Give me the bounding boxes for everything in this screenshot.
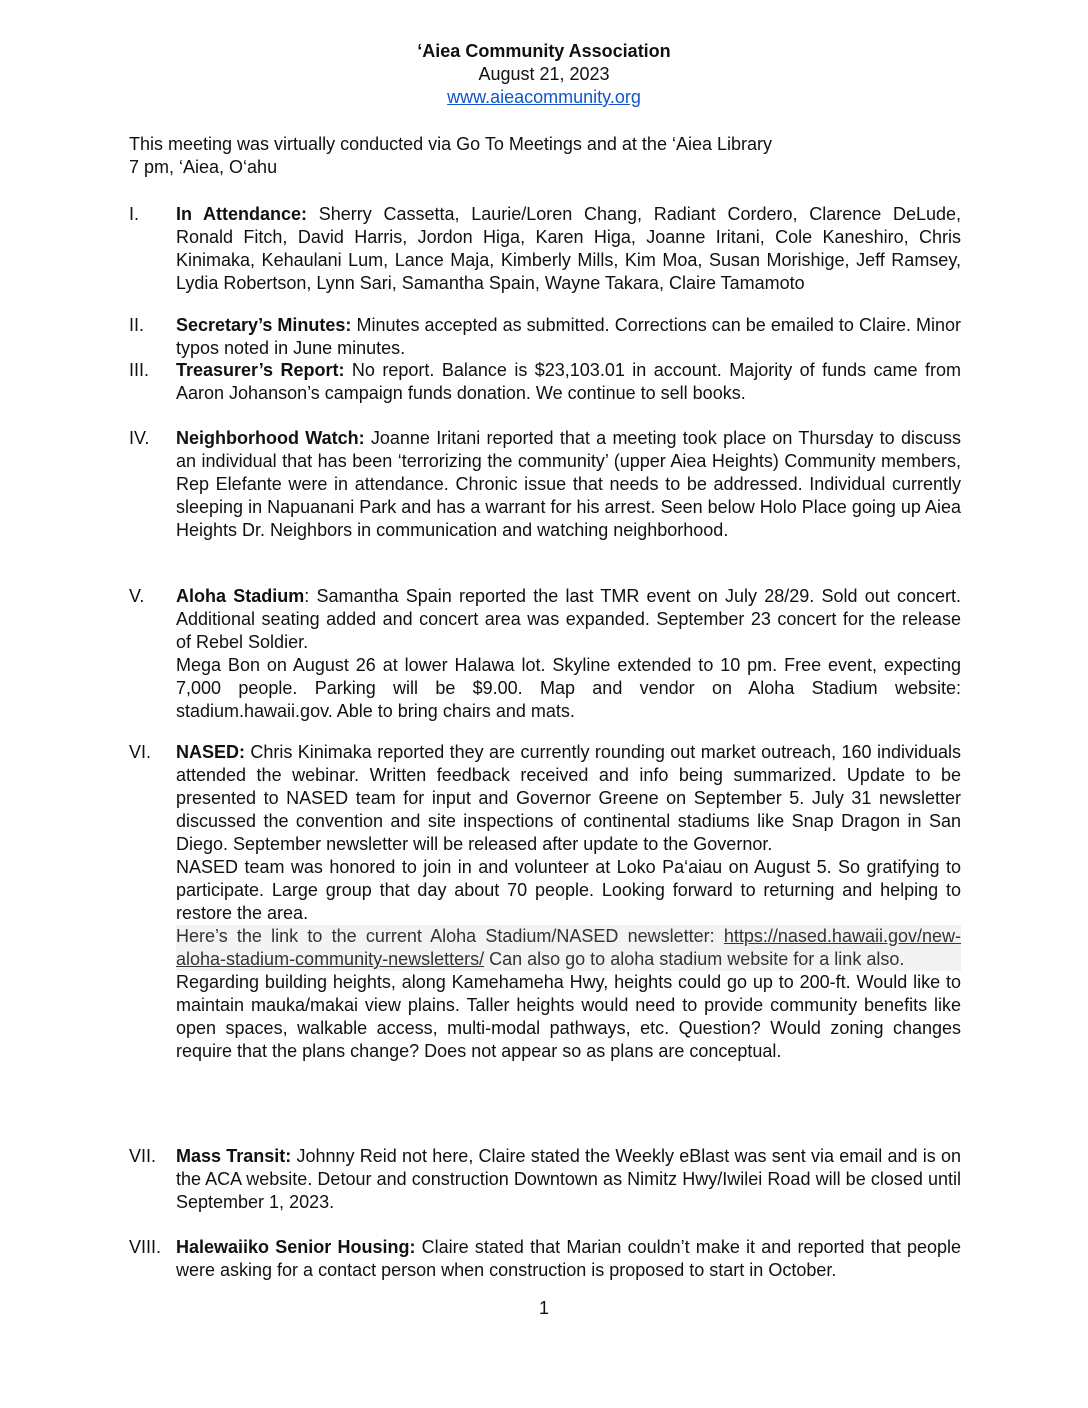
section-label: Treasurer’s Report: bbox=[176, 360, 345, 380]
section-label: Mass Transit: bbox=[176, 1146, 292, 1166]
section-mass-transit bbox=[129, 1145, 961, 1214]
meeting-intro bbox=[129, 133, 969, 179]
section-text: Minutes accepted as submitted. Corrections can be emailed to Claire. Minor typos noted in June minutes. bbox=[176, 315, 961, 358]
section-text: No report. Balance is $23,103.01 in account. Majority of funds came from Aaron Johanson’s campaign funds donation. We continue to sell books. bbox=[176, 360, 961, 403]
section-secretary-minutes bbox=[129, 314, 961, 360]
section-text: Johnny Reid not here, Claire stated the Weekly eBlast was sent via email and is on the ACA website. Detour and construction Downtown as Nimitz Hwy/Iwilei Road will be closed until September 1, 2023. bbox=[176, 1146, 961, 1212]
newsletter-intro: Here’s the link to the current Aloha Stadium/NASED newsletter: bbox=[176, 926, 724, 946]
section-number: VII. bbox=[129, 1146, 157, 1166]
section-label: NASED: bbox=[176, 742, 246, 762]
section-neighborhood-watch bbox=[129, 427, 961, 542]
section-number: I. bbox=[129, 204, 140, 224]
section-label: Aloha Stadium bbox=[176, 586, 305, 606]
section-senior-housing bbox=[129, 1236, 961, 1282]
section-text: Joanne Iritani reported that a meeting took place on Thursday to discuss an individual that has been ‘terrorizing the community’ (upper Aiea Heights) Community members, Rep Elefante were in attendance. Chronic issue that needs to be addressed. Individual currently sleeping in Napuanani Park and has a warrant for his arrest. Seen below Holo Place going up Aiea Heights Dr. Neighbors in communication and watching neighborhood. bbox=[176, 428, 961, 540]
section-text: Chris Kinimaka reported they are currently rounding out market outreach, 160 individuals attended the webinar. Written feedback received and info being summarized. Update to be presented to NASED team for input and Governor Greene on September 5. July 31 newsletter discussed the convention and site inspections of continental stadiums like Snap Dragon in San Diego. September newsletter will be released after update to the Governor. bbox=[176, 742, 961, 854]
section-paragraph-2: Mega Bon on August 26 at lower Halawa lot. Skyline extended to 10 pm. Free event, expecting 7,000 people. Parking will be $9.00. Map and vendor on Aloha Stadium website: stadium.hawaii.gov. Able to bring chairs and mats. bbox=[176, 655, 961, 721]
section-text: : Samantha Spain reported the last TMR event on July 28/29. Sold out concert. Additional seating added and concert area was expanded. September 23 concert for the release of Rebel Soldier. bbox=[176, 586, 962, 652]
newsletter-note: Can also go to aloha stadium website for a link also. bbox=[484, 949, 905, 969]
section-number: V. bbox=[129, 586, 145, 606]
meeting-date: August 21, 2023 bbox=[478, 64, 610, 84]
section-number: II. bbox=[129, 315, 145, 335]
section-number: IV. bbox=[129, 428, 150, 448]
section-text: Sherry Cassetta, Laurie/Loren Chang, Radiant Cordero, Clarence DeLude, Ronald Fitch, David Harris, Jordon Higa, Karen Higa, Joanne Iritani, Cole Kaneshiro, Chris Kinimaka, Kehaulani Lum, Lance Maja, Kimberly Mills, Kim Moa, Susan Morishige, Jeff Ramsey, Lydia Robertson, Lynn Sari, Samantha Spain, Wayne Takara, Claire Tamamoto bbox=[176, 204, 961, 293]
section-nased bbox=[129, 741, 961, 1063]
section-attendance bbox=[129, 203, 961, 295]
organization-name: ‘Aiea Community Association bbox=[417, 41, 671, 61]
section-aloha-stadium bbox=[129, 585, 961, 723]
section-label: Secretary’s Minutes: bbox=[176, 315, 352, 335]
intro-line-2: 7 pm, ‘Aiea, O‘ahu bbox=[129, 157, 278, 177]
newsletter-paragraph bbox=[176, 925, 961, 971]
section-paragraph-2: NASED team was honored to join in and volunteer at Loko Pa‘aiau on August 5. So gratifying to participate. Large group that day about 70 people. Looking forward to returning and helping to restore the area. bbox=[176, 857, 961, 923]
section-text: Claire stated that Marian couldn’t make it and reported that people were asking for a contact person when construction is proposed to start in October. bbox=[176, 1237, 961, 1280]
section-label: Halewaiiko Senior Housing: bbox=[176, 1237, 416, 1257]
newsletter-link[interactable]: https://nased.hawaii.gov/new-aloha-stadium-community-newsletters/ bbox=[176, 926, 961, 969]
intro-line-1: This meeting was virtually conducted via Go To Meetings and at the ‘Aiea Library bbox=[129, 134, 772, 154]
section-number: VIII. bbox=[129, 1237, 162, 1257]
section-label: In Attendance: bbox=[176, 204, 308, 224]
page-number: 1 bbox=[538, 1298, 549, 1318]
section-number: III. bbox=[129, 360, 150, 380]
section-paragraph-4: Regarding building heights, along Kamehameha Hwy, heights could go up to 200-ft. Would like to maintain mauka/makai view plains. Taller heights would need to provide community benefits like open spaces, walkable access, multi-modal pathways, etc. Question? Would zoning changes require that the plans change? Does not appear so as plans are conceptual. bbox=[176, 972, 961, 1061]
section-treasurer-report bbox=[129, 359, 961, 405]
website-link[interactable]: www.aieacommunity.org bbox=[447, 87, 641, 107]
section-label: Neighborhood Watch: bbox=[176, 428, 365, 448]
document-header bbox=[0, 40, 1088, 109]
section-number: VI. bbox=[129, 742, 152, 762]
